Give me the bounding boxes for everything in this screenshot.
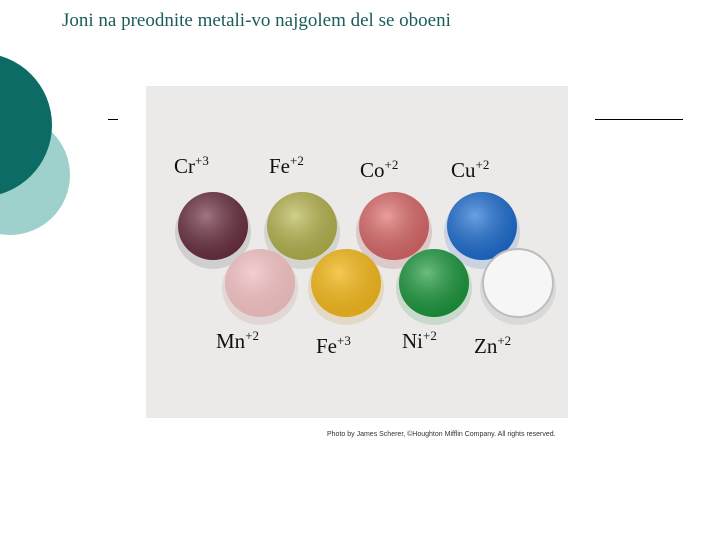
ion-solutions-photo: [146, 86, 568, 418]
ion-label-ni2: $Ni^{+2}$: [402, 328, 437, 353]
ion-label-co2: $Co^{+2}$: [360, 157, 399, 182]
ion-label-cu2: $Cu^{+2}$: [451, 157, 490, 182]
right-underline: [595, 119, 683, 120]
slide-title: Joni na preodnite metali-vo najgolem del se oboeni: [62, 10, 451, 31]
photo-credit: Photo by James Scherer, ©Houghton Mifflin Company. All rights reserved.: [327, 431, 556, 438]
ion-label-cr3: $Cr^{+3}$: [174, 153, 209, 178]
beakers-drawing: [146, 86, 568, 418]
ion-label-zn2: $Zn^{+2}$: [474, 333, 512, 358]
beaker-zn2: [480, 249, 556, 325]
ion-label-fe2: $Fe^{+2}$: [269, 153, 304, 178]
decorative-circles: [0, 0, 140, 320]
ion-label-mn2: $Mn^{+2}$: [216, 328, 260, 353]
left-underline: [108, 119, 118, 120]
ion-label-fe3: $Fe^{+3}$: [316, 333, 351, 358]
